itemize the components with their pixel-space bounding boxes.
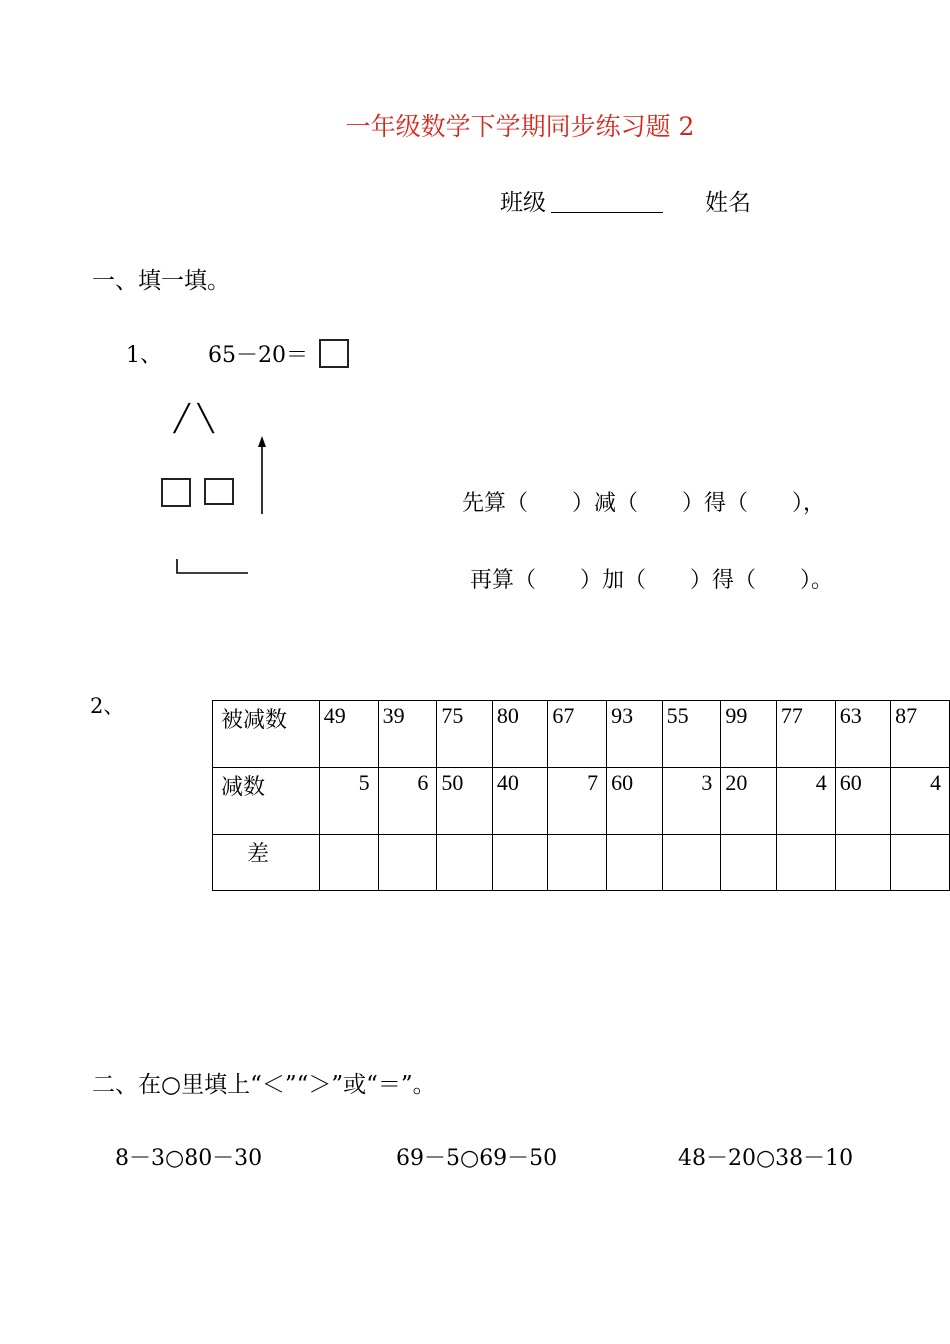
q1-sentence-2: 再算（ ）加（ ）得（ ）。: [470, 568, 834, 593]
table-row-minuend: [213, 701, 950, 768]
difference-cell[interactable]: [437, 835, 492, 891]
difference-cell[interactable]: [378, 835, 437, 891]
class-blank[interactable]: [551, 190, 663, 213]
minuend-cell: 93: [607, 701, 662, 768]
table-row-subtrahend: [213, 768, 950, 835]
compare-item-2: 69－5○69－50: [396, 1146, 558, 1171]
minuend-cell: 63: [835, 701, 890, 768]
subtrahend-cell: 60: [607, 768, 662, 835]
subtrahend-cell: 4: [891, 768, 950, 835]
name-label: 姓名: [705, 190, 751, 216]
minuend-cell: 55: [662, 701, 721, 768]
subtrahend-cell: 20: [721, 768, 776, 835]
section2-heading: 二、在○里填上“＜”“＞”或“＝”。: [92, 1072, 436, 1098]
page-title: 一年级数学下学期同步练习题 2: [345, 112, 695, 141]
row-label-minuend: 被减数: [213, 701, 320, 768]
difference-cell[interactable]: [835, 835, 890, 891]
minuend-cell: 39: [378, 701, 437, 768]
difference-cell[interactable]: [492, 835, 547, 891]
subtrahend-cell: 50: [437, 768, 492, 835]
q1-line: [126, 338, 308, 369]
minuend-cell: 77: [776, 701, 835, 768]
q1-box-left[interactable]: [161, 478, 191, 507]
q1-box-right[interactable]: [204, 478, 234, 505]
subtrahend-cell: 3: [662, 768, 721, 835]
subtrahend-cell: 7: [548, 768, 607, 835]
difference-cell[interactable]: [607, 835, 662, 891]
subtraction-table: [212, 700, 950, 891]
q1-answer-box[interactable]: [319, 339, 349, 368]
difference-cell[interactable]: [548, 835, 607, 891]
table-row-difference: [213, 835, 950, 891]
subtrahend-cell: 40: [492, 768, 547, 835]
minuend-cell: 75: [437, 701, 492, 768]
compare-item-3: 48－20○38－10: [678, 1146, 854, 1171]
section1-heading: 一、填一填。: [92, 268, 230, 294]
q2-number: 2、: [90, 694, 125, 718]
difference-cell[interactable]: [662, 835, 721, 891]
q1-bottom-bracket: [172, 558, 252, 578]
subtrahend-cell: 60: [835, 768, 890, 835]
row-label-difference: 差: [213, 835, 320, 891]
q1-number: 1、: [126, 343, 162, 368]
q1-equation: 65－20＝: [208, 343, 308, 368]
difference-cell[interactable]: [776, 835, 835, 891]
subtrahend-cell: 4: [776, 768, 835, 835]
minuend-cell: 49: [319, 701, 378, 768]
class-label: 班级: [500, 190, 546, 216]
difference-cell[interactable]: [891, 835, 950, 891]
minuend-cell: 80: [492, 701, 547, 768]
minuend-cell: 67: [548, 701, 607, 768]
row-label-subtrahend: 减数: [213, 768, 320, 835]
compare-item-1: 8－3○80－30: [115, 1146, 263, 1171]
minuend-cell: 87: [891, 701, 950, 768]
q1-sentence-1: 先算（ ）减（ ）得（ ），: [462, 491, 826, 516]
q1-branch: ╱ ╲: [174, 404, 214, 434]
minuend-cell: 99: [721, 701, 776, 768]
subtrahend-cell: 5: [319, 768, 378, 835]
difference-cell[interactable]: [319, 835, 378, 891]
subtrahend-cell: 6: [378, 768, 437, 835]
difference-cell[interactable]: [721, 835, 776, 891]
q1-up-arrow: [250, 432, 274, 518]
